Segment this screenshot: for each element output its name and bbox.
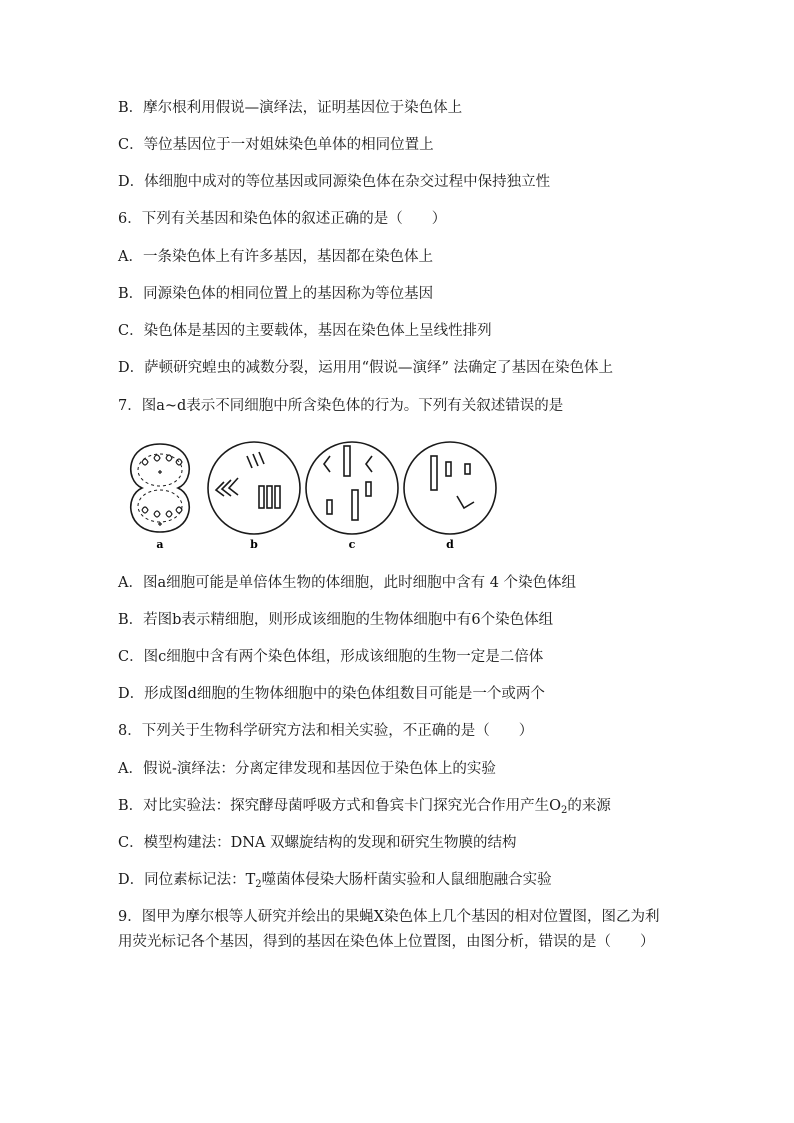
q5-option-b: B．摩尔根利用假说—演绎法，证明基因位于染色体上 — [118, 100, 463, 116]
q8-option-d — [118, 870, 552, 895]
q8-stem: 8．下列关于生物科学研究方法和相关实验，不正确的是（ ） — [118, 723, 534, 739]
q6-option-a: A．一条染色体上有许多基因，基因都在染色体上 — [118, 249, 433, 265]
q7-option-b: B．若图b表示精细胞，则形成该细胞的生物体细胞中有6个染色体组 — [118, 612, 554, 628]
figure-label-a: a — [156, 538, 164, 551]
cell-c — [306, 442, 398, 534]
q5-option-c: C．等位基因位于一对姐妹染色单体的相同位置上 — [118, 137, 434, 153]
figure-label-c: c — [348, 538, 356, 551]
q8-option-b-subscript: 2 — [561, 805, 568, 816]
q7-option-d: D．形成图d细胞的生物体细胞中的染色体组数目可能是一个或两个 — [118, 686, 545, 702]
figure-label-d: d — [446, 538, 454, 551]
q8-option-b — [118, 796, 611, 821]
q6-option-b: B．同源染色体的相同位置上的基因称为等位基因 — [118, 286, 434, 302]
q6-option-d: D．萨顿研究蝗虫的减数分裂，运用用“假说—演绎” 法确定了基因在染色体上 — [118, 360, 614, 376]
q7-option-a: A．图a细胞可能是单倍体生物的体细胞，此时细胞中含有 4 个染色体组 — [118, 575, 577, 591]
q8-option-d-subscript: 2 — [255, 879, 262, 890]
q9-stem-line2: 用荧光标记各个基因，得到的基因在染色体上位置图，由图分析，错误的是（ ） — [118, 934, 655, 950]
q5-option-d: D．体细胞中成对的等位基因或同源染色体在杂交过程中保持独立性 — [118, 174, 551, 190]
figure-label-b: b — [250, 538, 258, 551]
cell-d — [404, 442, 496, 534]
q8-option-b-main: B．对比实验法：探究酵母菌呼吸方式和鲁宾卡门探究光合作用产生O — [118, 798, 562, 814]
q6-option-c: C．染色体是基因的主要载体，基因在染色体上呈线性排列 — [118, 323, 492, 339]
cell-a — [131, 444, 189, 532]
q8-option-c: C．模型构建法：DNA 双螺旋结构的发现和研究生物膜的结构 — [118, 835, 517, 851]
q9-stem-line1: 9．图甲为摩尔根等人研究并绘出的果蝇X染色体上几个基因的相对位置图，图乙为利 — [118, 909, 660, 925]
chromosome-figure — [122, 432, 502, 554]
cells-diagram — [122, 432, 502, 554]
q8-option-a: A．假说-演绎法：分离定律发现和基因位于染色体上的实验 — [118, 761, 496, 777]
q7-stem: 7．图a~d表示不同细胞中所含染色体的行为。下列有关叙述错误的是 — [118, 398, 564, 414]
q8-option-d-pre: D．同位素标记法：T — [118, 872, 256, 888]
q7-option-c: C．图c细胞中含有两个染色体组，形成该细胞的生物一定是二倍体 — [118, 649, 544, 665]
q8-option-b-end: 的来源 — [567, 798, 611, 814]
q6-stem: 6．下列有关基因和染色体的叙述正确的是（ ） — [118, 211, 447, 227]
cell-b — [208, 442, 300, 534]
q8-option-d-post: 噬菌体侵染大肠杆菌实验和人鼠细胞融合实验 — [261, 872, 552, 888]
